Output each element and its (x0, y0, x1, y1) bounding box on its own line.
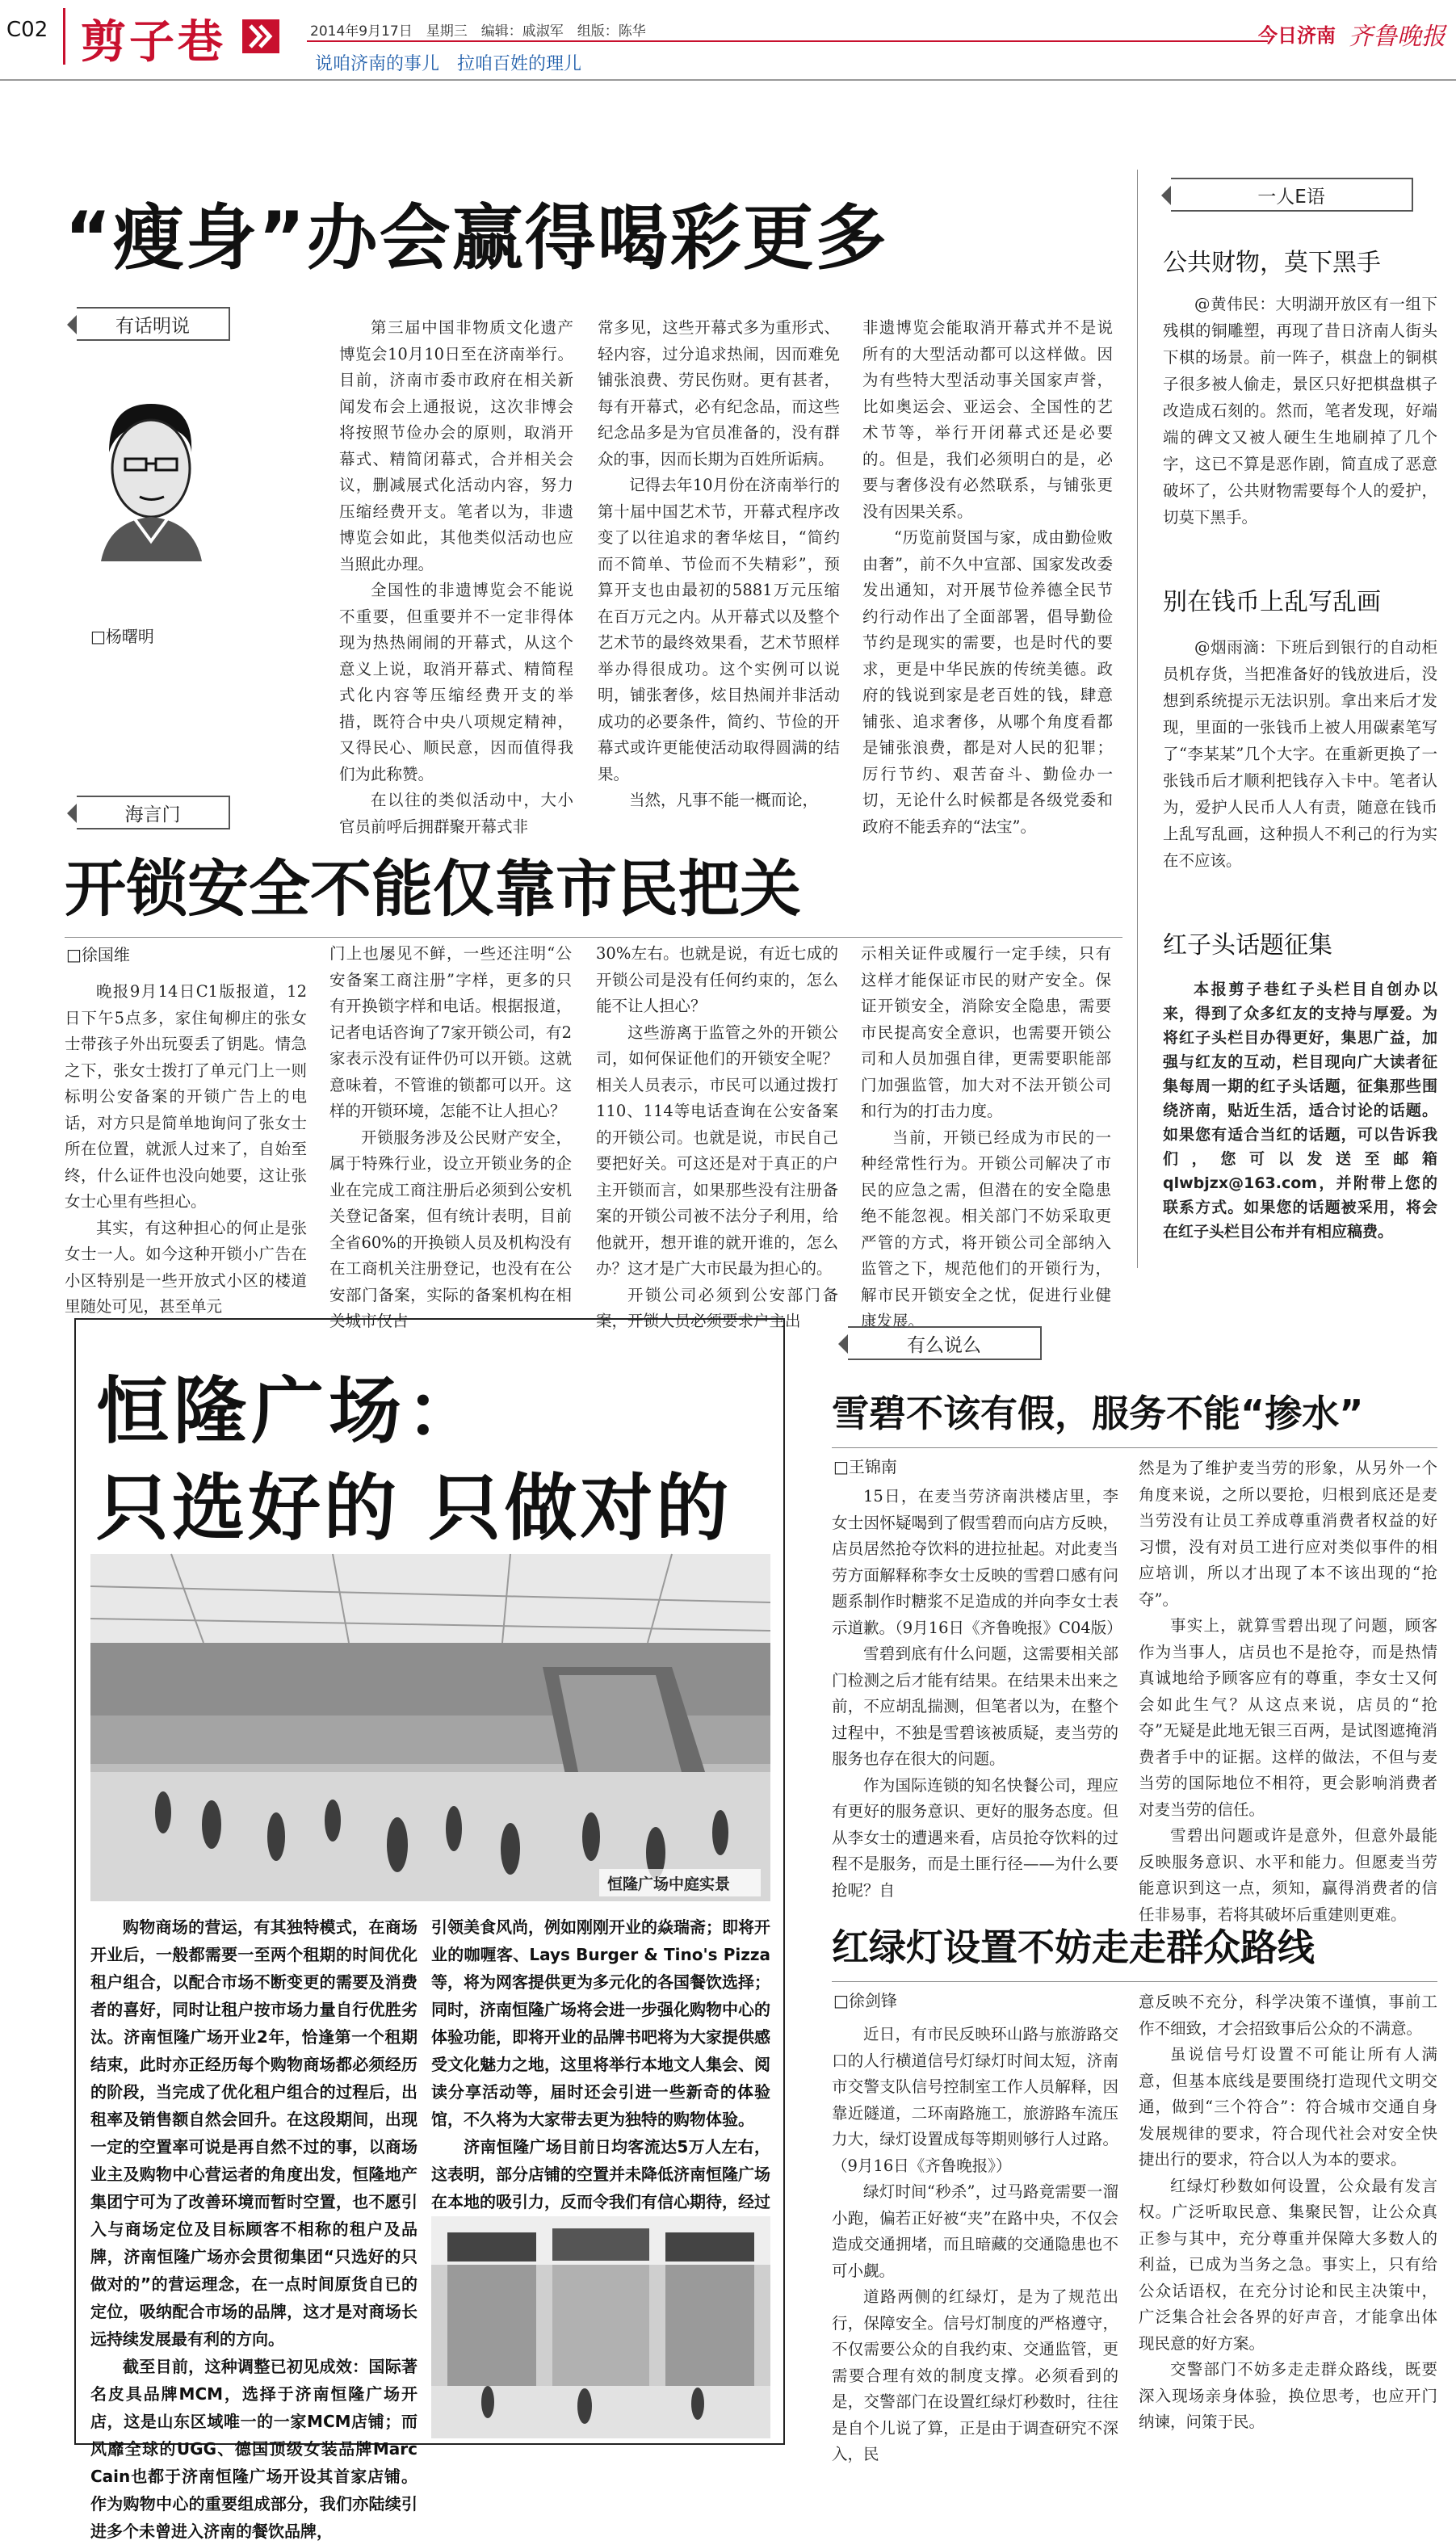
column-tag-haiyanmen: 海言门 (77, 796, 230, 829)
coffee-col-2 (1139, 1455, 1437, 1924)
masthead-divider (63, 8, 65, 65)
author-portrait (77, 380, 222, 561)
vertical-divider (1137, 170, 1138, 1268)
paragraph: 意反映不充分，科学决策不谨慎，事前工作不细致，才会招致事后公众的不满意。 (1139, 1993, 1437, 2038)
paragraph: 事实上，就算雪碧出现了问题，顾客作为当事人，店员也不是抢夺，而是热情真诚地给予顾客应有的尊重，李女士又何会如此生气？从这点来说，店员的“抢夺”无疑是此地无银三百两，是试图遮掩消费者手中的证据。这样的做法，不但与麦当劳的国际地位不相符，更会影响消费者对麦当劳的信任。 (1139, 1616, 1437, 1819)
paragraph: @黄伟民：大明湖开放区有一组下残棋的铜雕塑，再现了昔日济南人街头下棋的场景。前一阵子，棋盘上的铜棋子很多被人偷走，景区只好把棋盘棋子改造成石刻的。然而，笔者发现，好端端的碑文又被人硬生生地刷掉了几个字，这已不算是恶作剧，简直成了恶意破坏了，公共财物需要每个人的爱护，切莫下黑手。 (1163, 295, 1437, 527)
paragraph: 交警部门不妨多走走群众路线，既要深入现场亲身体验，换位思考，也应开门纳谏，问策于民。 (1139, 2360, 1437, 2431)
paragraph: 晚报9月14日C1版报道，12日下午5点多，家住甸柳庄的张女士带孩子外出玩耍丢了钥匙。情急之下，张女士拨打了单元门上一则标明公安备案的开锁广告上的电话，对方只是简单地询问了张女士所在位置，就派人过来了，自始至终，什么证件也没向她要，这让张女士心里有些担心。 (65, 982, 307, 1211)
advertorial-box (74, 1318, 785, 2541)
paragraph: 近日，有市民反映环山路与旅游路交口的人行横道信号灯绿灯时间太短，济南市交警支队信号控制室工作人员解释，因靠近隧道，二环南路施工，旅游路车流压力大，绿灯设置成每等期则够行人过路。（9月16日《齐鲁晚报》） (832, 2025, 1118, 2175)
coffee-col-1 (832, 1484, 1122, 1900)
traffic-byline-rule (832, 1981, 1437, 1982)
article-coffee (824, 1318, 1446, 1924)
side-item3-title: 红子头话题征集 (1163, 931, 1332, 960)
paragraph: 本报剪子巷红子头栏目自创办以来，得到了众多红友的支持与厚爱。为将红子头栏目办得更好，集思广益，加强与红友的互动，栏目现向广大读者征集每周一期的红子头话题，征集那些围绕济南，贴近生活，适合讨论的话题。如果您有适合当红的话题，可以告诉我们，您可以发送至邮箱qlwbjzx@163.com，并附带上您的联系方式。如果您的话题被采用，将会在红子头栏目公布并有相应稿费。 (1163, 981, 1437, 1241)
coffee-headline: 雪碧不该有假，服务不能“掺水” (832, 1392, 1364, 1435)
paper-logo: 齐鲁晚报 (1349, 23, 1446, 51)
ad-col-1 (90, 1913, 417, 2541)
article-traffic (824, 1918, 1446, 2463)
photo-caption: 恒隆广场中庭实景 (607, 1875, 731, 1893)
paragraph: 记得去年10月份在济南举行的第十届中国艺术节，开幕式程序改变了以往追求的奢华炫目，“简约而不简单、节俭而不失精彩”，预算开支也由最初的5881万元压缩在百万元之内。从开幕式以及整个艺术节的最终效果看，艺术节照样举办得很成功。这个实例可以说明，铺张奢侈，炫目热闹并非活动成功的必要条件，简约、节俭的开幕式或许更能使活动取得圆满的结果。 (598, 476, 840, 783)
side-column (1147, 162, 1446, 1292)
article-lock (0, 783, 1131, 1330)
paragraph: 绿灯时间“秒杀”，过马路竟需要一溜小跑，偏若正好被“夹”在路中央，不仅会造成交通拥堵，而且暗藏的交通隐患也不可小觑。 (832, 2182, 1118, 2280)
masthead (0, 0, 1456, 81)
paragraph: 开锁公司必须到公安部门备案，开锁人员必须要求户主出 (596, 1285, 838, 1330)
lock-col-1 (65, 979, 307, 1316)
paragraph: 截至目前，这种调整已初见成效：国际著名皮具品牌MCM，选择于济南恒隆广场开店，这是山东区域唯一的一家MCM店铺；而风靡全球的UGG、德国顶级女装品牌Marc Cain也都于济南恒隆广场开设其首家店铺。作为购物中心的重要组成部分，我们亦陆续引进多个未曾进入济南的餐饮品牌， (90, 2357, 417, 2541)
lock-col-2 (329, 941, 572, 1330)
paragraph: 这些游离于监管之外的开锁公司，如何保证他们的开锁安全呢？相关人员表示，市民可以通过拨打110、114等电话查询在公安备案的开锁公司。也就是说，市民自己要把好关。可这还是对于真正的户主开锁而言，如果那些没有注册备案的开锁公司被不法分子利用，给他就开，想开谁的就开谁的，怎么办？这才是广大市民最为担心的。 (596, 1023, 838, 1278)
date-line: 2014年9月17日 星期三 编辑：戚淑军 组版：陈华 (310, 23, 646, 40)
paragraph: 雪碧出问题或许是意外，但意外最能反映服务意识、水平和能力。但愿麦当劳能意识到这一点，须知，赢得消费者的信任非易事，若将其破坏后重建则更难。 (1139, 1826, 1437, 1924)
lock-headline: 开锁安全不能仅靠市民把关 (65, 853, 801, 925)
main-col-1 (339, 315, 573, 836)
paragraph: 其实，有这种担心的何止是张女士一人。如今这种开锁小广告在小区特别是一些开放式小区的楼道里随处可见，甚至单元 (65, 1218, 307, 1316)
main-headline: “瘦身”办会赢得喝彩更多 (65, 196, 888, 279)
paragraph: 15日，在麦当劳济南洪楼店里，李女士因怀疑喝到了假雪碧而向店方反映，店员居然抢夺饮料的进拉扯起。对此麦当劳方面解释称李女士反映的雪碧口感有问题系制作时糖浆不足造成的并向李女士表示道歉。（9月16日《齐鲁晚报》C04版） (832, 1487, 1122, 1637)
column-tag-youmeshuome: 有么说么 (848, 1326, 1042, 1360)
paragraph: 门上也屡见不鲜，一些还注明“公安备案工商注册”字样，更多的只有开换锁字样和电话。根据报道，记者电话咨询了7家开锁公司，有2家表示没有证件仍可以开锁。这就意味着，不管谁的锁都可以开。这样的开锁环境，怎能不让人担心？ (329, 944, 572, 1120)
lock-col-4 (861, 941, 1111, 1330)
paragraph: 雪碧到底有什么问题，这需要相关部门检测之后才能有结果。在结果未出来之前，不应胡乱揣测，但笔者以为，在整个过程中，不独是雪碧该被质疑，麦当劳的服务也存在很大的问题。 (832, 1644, 1118, 1768)
paragraph: 开锁服务涉及公民财产安全，属于特殊行业，设立开锁业务的企业在完成工商注册后必须到公安机关登记备案，但有统计表明，目前全省60%的开换锁人员及机构没有在工商机关注册登记，也没有在公安部门备案，实际的备案机构在相关城市仅占 (329, 1128, 572, 1330)
lock-byline-rule (65, 937, 1122, 938)
paragraph: 然是为了维护麦当劳的形象，从另外一个角度来说，之所以要抢，归根到底还是麦当劳没有让员工养成尊重消费者权益的好习惯，没有对员工进行应对类似事件的相应培训，所以才出现了本不该出现的“抢夺”。 (1139, 1459, 1437, 1609)
mall-storefront-photo (431, 2216, 770, 2438)
paragraph: 常多见，这些开幕式多为重形式、轻内容，过分追求热闹，因而难免铺张浪费、劳民伤财。更有甚者，每有开幕式，必有纪念品，而这些纪念品多是为官员准备的，没有群众的事，因而长期为百姓所诟病。 (598, 318, 840, 468)
main-author: □杨曙明 (90, 627, 154, 646)
paragraph: 作为国际连锁的知名快餐公司，理应有更好的服务意识、更好的服务态度。但从李女士的遭遇来看，店员抢夺饮料的过程不是服务，而是土匪行径——为什么要抢呢？自 (832, 1775, 1118, 1900)
paragraph: 引领美食风尚，例如刚刚开业的焱瑞斋；即将开业的咖喱客、Lays Burger & Tino's Pizza等，将为网客提供更为多元化的各国餐饮选择；同时，济南恒隆广场将会进一步强化购物中心的体验功能，即将开业的品牌书吧将为大家提供感受文化魅力之地，这里将举行本地文人集会、阅读分享活动等，届时还会引进一些新奇的体验馆，不久将为大家带去更为独特的购物体验。 (431, 1917, 770, 2129)
paragraph: 示相关证件或履行一定手续，只有这样才能保证市民的财产安全。保证开锁安全，消除安全隐患，需要市民提高安全意识，也需要开锁公司和人员加强自律，更需要职能部门加强监管，加大对不法开锁公司和行为的打击力度。 (861, 944, 1111, 1120)
chevron-right-icon (242, 19, 279, 53)
traffic-col-1 (832, 2022, 1118, 2463)
edition-label: 今日济南 (1258, 24, 1336, 47)
lock-col-3 (596, 941, 838, 1330)
column-tag-yirenyu: 一人E语 (1171, 178, 1413, 212)
paragraph: 红绿灯秒数如何设置，公众最有发言权。广泛听取民意、集聚民智，让公众真正参与其中，充分尊重并保障大多数人的利益，已成为当务之急。事实上，只有给公众话语权，在充分讨论和民主决策中，广泛集合社会各界的好声音，才能拿出体现民意的好方案。 (1139, 2176, 1437, 2353)
ad-col-2 (431, 1913, 770, 2211)
paragraph: 第三届中国非物质文化遗产博览会10月10日至在济南举行。目前，济南市委市政府在相关新闻发布会上通报说，这次非博会将按照节俭办会的原则，取消开幕式、精简闭幕式，合并相关会议，删减展式化活动内容，努力压缩经费开支。笔者以为，非遗博览会如此，其他类似活动也应当照此办理。 (339, 318, 573, 573)
mall-atrium-photo (90, 1554, 770, 1901)
page-code: C02 (6, 18, 48, 42)
lock-author: □徐国维 (66, 945, 130, 964)
traffic-headline: 红绿灯设置不妨走走群众路线 (832, 1926, 1315, 1969)
paragraph: 购物商场的营运，有其独特模式，在商场开业后，一般都需要一至两个租期的时间优化租户组合，以配合市场不断变更的需要及消费者的喜好，同时让租户按市场力量自行优胜劣汰。济南恒隆广场开业2年，恰逢第一个租期结束，此时亦正经历每个购物商场都必须经历的阶段，当完成了优化租户组合的过程后，出租率及销售额自然会回升。在这段期间，出现一定的空置率可说是再自然不过的事，以商场业主及购物中心营运者的角度出发，恒隆地产集团宁可为了改善环境而暂时空置，也不愿引入与商场定位及目标顾客不相称的租户及品牌，济南恒隆广场亦会贯彻集团“只选好的只做对的”的营运理念，在一点时间原货自已的定位，吸纳配合市场的品牌，这才是对商场长远持续发展最有利的方向。 (90, 1917, 417, 2349)
side-item2-title: 别在钱币上乱写乱画 (1163, 588, 1381, 616)
section-name: 剪子巷 (81, 16, 226, 69)
paragraph: 在以往的类似活动中，大小官员前呼后拥群聚开幕式非 (339, 791, 573, 836)
masthead-thin-rule (307, 40, 1268, 42)
paragraph: 当然，凡事不能一概而论， (629, 791, 819, 809)
paragraph: “历览前贤国与家，成由勤俭败由奢”，前不久中宣部、国家发改委发出通知，对开展节俭养德全民节约行动作出了全面部署，倡导勤俭节约是现实的需要，也是时代的要求，更是中华民族的传统美德。政府的钱说到家是老百姓的钱，肆意铺张、追求奢侈，从哪个角度看都是铺张浪费，都是对人民的犯罪；厉行节约、艰苦奋斗、勤俭办一切，无论什么时候都是各级党委和政府不能丢弃的“法宝”。 (862, 528, 1113, 836)
side-item3-body (1163, 977, 1437, 1300)
paragraph: 全国性的非遗博览会不能说不重要，但重要并不一定非得体现为热热闹闹的开幕式，从这个意义上说，取消开幕式、精简程式化内容等压缩经费开支的举措，既符合中央八项规定精神，又得民心、顺民意，因而值得我们为此称赞。 (339, 581, 573, 783)
side-item1-title: 公共财物，莫下黑手 (1163, 249, 1381, 277)
paragraph: 当前，开锁已经成为市民的一种经常性行为。开锁公司解决了市民的应急之需，但潜在的安全隐患绝不能忽视。相关部门不妨采取更严管的方式，将开锁公司全部纳入监管之下，规范他们的开锁行为，解市民开锁安全之忧，促进行业健康发展。 (861, 1128, 1111, 1330)
paragraph: 30%左右。也就是说，有近七成的开锁公司是没有任何约束的，怎么能不让人担心？ (596, 944, 838, 1015)
traffic-col-2 (1139, 1989, 1437, 2446)
ad-title-line2: 只选好的 只做对的 (96, 1466, 732, 1551)
column-tag-youhuamingshuo: 有话明说 (77, 307, 230, 341)
paragraph: 道路两侧的红绿灯，是为了规范出行，保障安全。信号灯制度的严格遵守，不仅需要公众的自我约束、交通监管，更需要合理有效的制度支撑。必须看到的是，交警部门在设置红绿灯秒数时，往往是自个儿说了算，正是由于调查研究不深入，民 (832, 2287, 1118, 2463)
paragraph: 虽说信号灯设置不可能让所有人满意，但基本底线是要围绕打造现代文明交通，做到“三个符合”：符合城市交通自身发展规律的要求，符合现代社会对安全快捷出行的要求，符合以人为本的要求。 (1139, 2045, 1437, 2169)
coffee-byline-rule (832, 1447, 1437, 1448)
ad-title-line1: 恒隆广场： (96, 1369, 484, 1454)
paragraph: @烟雨滴：下班后到银行的自动柜员机存货，当把准备好的钱放进后，没想到系统提示无法识别。拿出来后才发现，里面的一张钱币上被人用碳素笔写了“李某某”几个大字。在重新更换了一张钱币后才顺利把钱存入卡中。笔者认为，爱护人民币人人有责，随意在钱币上乱写乱画，这种损人不利己的行为实在不应该。 (1163, 638, 1437, 870)
main-col-2 (598, 315, 840, 824)
coffee-author: □王锦南 (833, 1457, 897, 1476)
traffic-author: □徐剑锋 (833, 1991, 897, 2010)
slogan: 说咱济南的事儿 拉咱百姓的理儿 (315, 54, 582, 74)
paragraph: 济南恒隆广场目前日均客流达5万人左右，这表明，部分店铺的空置并未降低济南恒隆广场在本地的吸引力，反而令我们有信心期待，经过 (431, 2137, 770, 2211)
paragraph: 非遗博览会能取消开幕式并不是说所有的大型活动都可以这样做。因为有些特大型活动事关国家声誉，比如奥运会、亚运会、全国性的艺术节等，举行开闭幕式还是必要的。但是，我们必须明白的是，必要与奢侈没有必然联系，与铺张更没有因果关系。 (862, 318, 1113, 521)
main-col-3 (862, 315, 1113, 836)
